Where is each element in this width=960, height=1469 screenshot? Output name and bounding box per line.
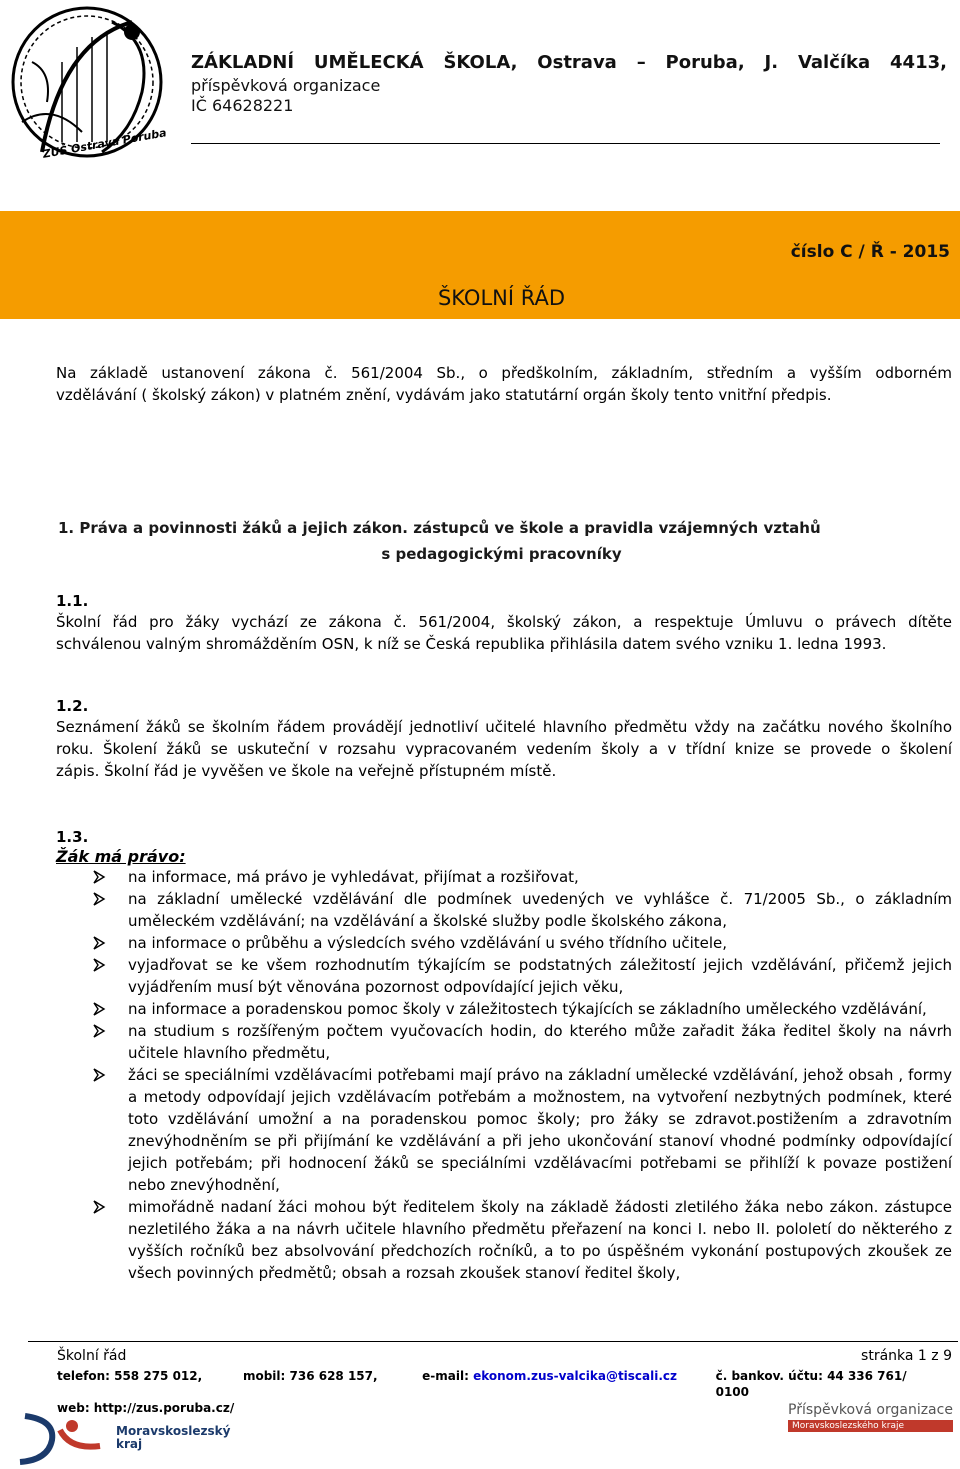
school-name bbox=[191, 52, 947, 73]
school-logo bbox=[2, 2, 177, 177]
school-word: UMĚLECKÁ bbox=[313, 52, 424, 73]
school-word: ŠKOLA, bbox=[443, 52, 518, 73]
list-item bbox=[92, 932, 952, 954]
para-1-2-line-1: Seznámení žáků se školním řádem provádějí jednotliví učitelé hlavního předmětu vždy na začátku nového školního bbox=[56, 718, 952, 736]
para-number-1-3: 1.3. bbox=[56, 828, 89, 846]
school-word: – bbox=[636, 52, 646, 73]
rights-heading: Žák má právo: bbox=[56, 847, 186, 866]
list-item bbox=[92, 954, 952, 998]
phone: telefon: 558 275 012, bbox=[57, 1369, 203, 1383]
list-item-text: na informace, má právo je vyhledávat, přijímat a rozšiřovat, bbox=[128, 868, 579, 886]
intro-line-2: vzdělávání ( školský zákon) v platném znění, vydávám jako statutární orgán školy tento vnitřní předpis. bbox=[56, 386, 832, 404]
web-link[interactable]: web: http://zus.poruba.cz/ bbox=[57, 1401, 235, 1415]
list-item bbox=[92, 998, 952, 1020]
para-1-2-line-3: zápis. Školní řád je vyvěšen ve škole na veřejně přístupném místě. bbox=[56, 762, 557, 780]
arrow-bullet-icon bbox=[92, 1200, 106, 1214]
school-word: 4413, bbox=[890, 52, 947, 73]
rights-list bbox=[92, 866, 952, 1284]
school-word: Poruba, bbox=[665, 52, 745, 73]
para-1-1-line-2: schválenou valným shromážděním OSN, k níž se Česká republika přihlásila datem svého vzniku 1. ledna 1993. bbox=[56, 635, 887, 653]
list-item-text: vyjadřovat se ke všem rozhodnutím týkajícím se podstatných záležitostí jejich vzdělávání, přičemž jejich vyjádřením musí být věnována pozornost odpovídající jejich věku, bbox=[128, 956, 952, 996]
email-label: e-mail: bbox=[422, 1369, 474, 1383]
list-item bbox=[92, 1196, 952, 1284]
school-word: Valčíka bbox=[797, 52, 871, 73]
region-emblem-icon bbox=[0, 1410, 110, 1466]
page-indicator: stránka 1 z 9 bbox=[861, 1348, 952, 1364]
section-title: 1. Práva a povinnosti žáků a jejich zákon. zástupců ve škole a pravidla vzájemných vztahů bbox=[58, 519, 821, 537]
email-link[interactable]: ekonom.zus-valcika@tiscali.cz bbox=[473, 1369, 678, 1383]
region-logo bbox=[0, 1410, 230, 1466]
badge-title: Příspěvková organizace bbox=[788, 1402, 953, 1418]
list-item-text: mimořádně nadaní žáci mohou být ředitelem školy na základě žádosti zletilého žáka nebo zákon. zástupce nezletilého žáka a na návrh učitele hlavního předmětu přeřazení na konci I. nebo II. pololetí do některého z vyšších ročníků bez absolvování předchozích ročníků, a to po úspěšném vykonání postupových zkoušek ze všech povinných předmětů; obsah a rozsah zkoušek stanoví ředitel školy, bbox=[128, 1198, 952, 1282]
document-title: ŠKOLNÍ ŘÁD bbox=[437, 286, 566, 310]
list-item-text: na studium s rozšířeným počtem vyučovacích hodin, do kterého může zařadit žáka ředitel školy na návrh učitele hlavního předmětu, bbox=[128, 1022, 952, 1062]
arrow-bullet-icon bbox=[92, 892, 106, 906]
list-item bbox=[92, 1020, 952, 1064]
org-type: příspěvková organizace bbox=[191, 76, 381, 95]
para-number-1-1: 1.1. bbox=[56, 592, 89, 610]
header-divider bbox=[191, 143, 940, 144]
para-1-1-line-1: Školní řád pro žáky vychází ze zákona č. 561/2004, školský zákon, a respektuje Úmluvu o právech dítěte bbox=[56, 613, 952, 631]
footer-doc-name: Školní řád bbox=[57, 1348, 127, 1364]
logo-caption: ZUŠ Ostrava Poruba bbox=[41, 126, 168, 161]
para-number-1-2: 1.2. bbox=[56, 697, 89, 715]
bank-account: č. bankov. účtu: 44 336 761/ 0100 bbox=[715, 1369, 907, 1399]
list-item bbox=[92, 888, 952, 932]
para-1-2-line-2: roku. Školení žáků se uskuteční v rozsahu vypracovaném vedením školy a v třídní knize se provede o školení bbox=[56, 740, 952, 758]
school-word: J. bbox=[764, 52, 779, 73]
intro-line-1: Na základě ustanovení zákona č. 561/2004 Sb., o předškolním, základním, středním a vyšším odborném bbox=[56, 364, 952, 382]
list-item-text: na základní umělecké vzdělávání dle podmínek uvedených ve vyhlášce č. 71/2005 Sb., o základním uměleckém vzdělávání; na vzdělávání a školské služby podle školského zákona, bbox=[128, 890, 952, 930]
badge-subtitle: Moravskoslezského kraje bbox=[788, 1420, 953, 1432]
list-item-text: na informace a poradenskou pomoc školy v záležitostech týkajících se základního uměleckého vzdělávání, bbox=[128, 1000, 927, 1018]
arrow-bullet-icon bbox=[92, 936, 106, 950]
list-item bbox=[92, 1064, 952, 1196]
company-id: IČ 64628221 bbox=[191, 96, 294, 115]
list-item-text: na informace o průběhu a výsledcích svého vzdělávání u svého třídního učitele, bbox=[128, 934, 728, 952]
region-suffix: kraj bbox=[116, 1437, 143, 1451]
arrow-bullet-icon bbox=[92, 1068, 106, 1082]
arrow-bullet-icon bbox=[92, 1024, 106, 1038]
organization-badge bbox=[788, 1402, 953, 1432]
section-subtitle: s pedagogickými pracovníky bbox=[381, 545, 622, 563]
school-word: ZÁKLADNÍ bbox=[191, 52, 295, 73]
arrow-bullet-icon bbox=[92, 958, 106, 972]
arrow-bullet-icon bbox=[92, 1002, 106, 1016]
footer-divider bbox=[28, 1341, 958, 1342]
school-word: Ostrava bbox=[537, 52, 617, 73]
region-name: Moravskoslezský bbox=[116, 1424, 231, 1438]
mobile: mobil: 736 628 157, bbox=[242, 1369, 378, 1383]
list-item-text: žáci se speciálními vzdělávacími potřebami mají právo na základní umělecké vzdělávání, jehož obsah , formy a metody odpovídají jejich vzdělávacím potřebám a možnostem, na vytvoření nezbytných podmínek, které toto vzdělávání umožní a na poradenskou pomoc školy; pro žáky se zdravot.postižením a zdravotním znevýhodněním se při přijímání ke vzdělávání a při jeho ukončování stanoví vhodné podmínky odpovídající jejich potřebám; při hodnocení žáků se speciálními vzdělávacími potřebami se přihlíží k povaze postižení nebo znevýhodnění, bbox=[128, 1066, 952, 1194]
arrow-bullet-icon bbox=[92, 870, 106, 884]
document-number: číslo C / Ř - 2015 bbox=[790, 242, 950, 262]
list-item bbox=[92, 866, 952, 888]
